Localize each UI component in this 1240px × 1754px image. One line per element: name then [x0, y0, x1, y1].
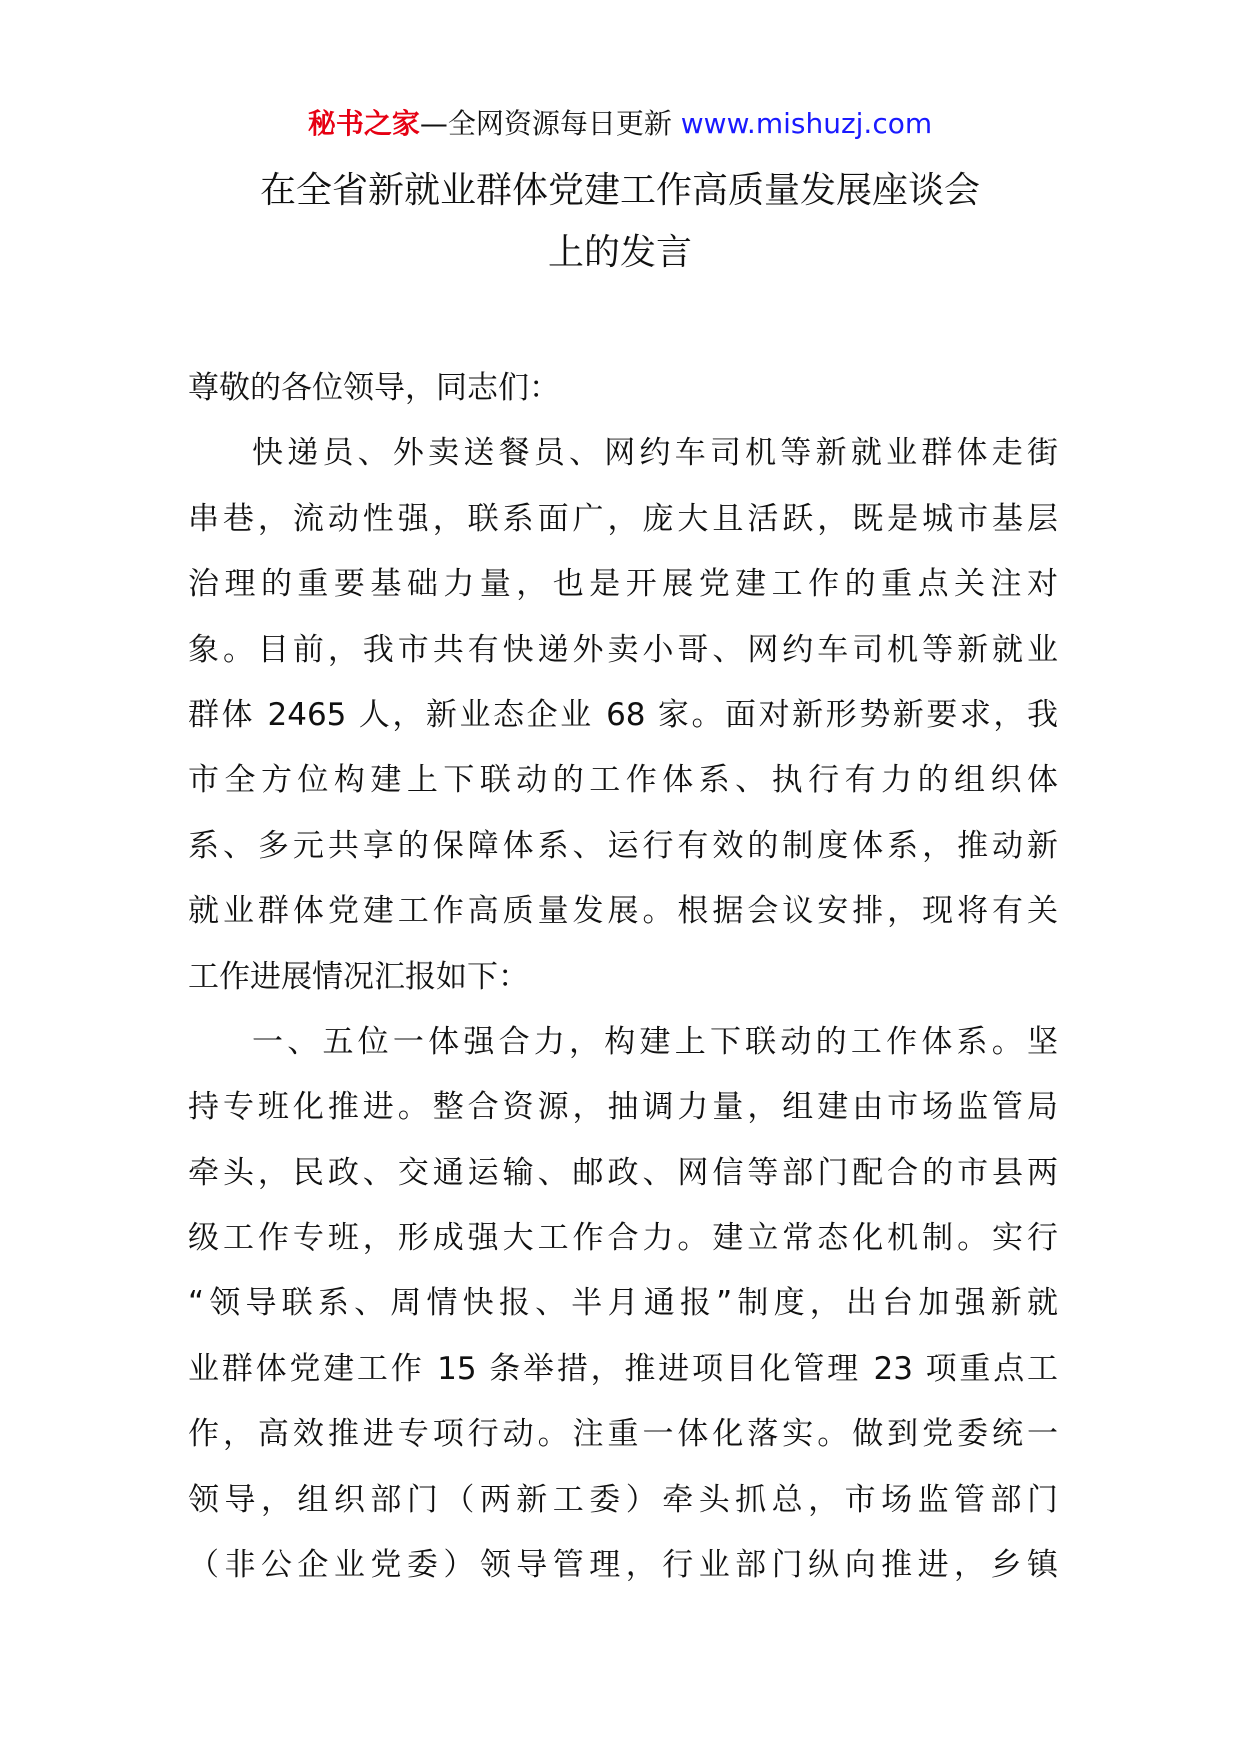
- body-line: 就业群体党建工作高质量发展。根据会议安排，现将有关: [188, 893, 1058, 930]
- body-line: 系、多元共享的保障体系、运行有效的制度体系，推动新: [188, 827, 1058, 864]
- document-body: [188, 356, 1058, 1598]
- body-line: 持专班化推进。整合资源，抽调力量，组建由市场监管局: [188, 1089, 1058, 1126]
- brand-name: 秘书之家: [307, 107, 420, 140]
- site-url-link[interactable]: www.mishuzj.com: [680, 107, 933, 140]
- body-line: 作，高效推进专项行动。注重一体化落实。做到党委统一: [188, 1416, 1058, 1453]
- body-line: 市全方位构建上下联动的工作体系、执行有力的组织体: [188, 762, 1058, 799]
- body-line: “领导联系、周情快报、半月通报”制度，出台加强新就: [188, 1285, 1058, 1322]
- body-line: 快递员、外卖送餐员、网约车司机等新就业群体走街: [252, 435, 1058, 472]
- body-line: 串巷，流动性强，联系面广，庞大且活跃，既是城市基层: [188, 500, 1058, 537]
- salutation: 尊敬的各位领导，同志们：: [188, 370, 560, 406]
- body-line: 牵头，民政、交通运输、邮政、网信等部门配合的市县两: [188, 1154, 1058, 1191]
- title-line-2: 上的发言: [547, 232, 692, 273]
- section-heading-line: 一、五位一体强合力，构建上下联动的工作体系。坚: [252, 1023, 1058, 1060]
- site-header: [0, 104, 1240, 144]
- body-line: 群体 2465 人，新业态企业 68 家。面对新形势新要求，我: [188, 696, 1058, 733]
- body-line: 领导，组织部门（两新工委）牵头抓总，市场监管部门: [188, 1481, 1058, 1518]
- body-line: 治理的重要基础力量，也是开展党建工作的重点关注对: [188, 566, 1058, 603]
- title-line-1: 在全省新就业群体党建工作高质量发展座谈会: [259, 170, 980, 211]
- body-line: 象。目前，我市共有快递外卖小哥、网约车司机等新就业: [188, 631, 1058, 668]
- document-title: [150, 160, 1090, 284]
- body-line: 工作进展情况汇报如下：: [188, 958, 529, 995]
- body-line: （非公企业党委）领导管理，行业部门纵向推进，乡镇: [188, 1547, 1058, 1584]
- header-tagline: —全网资源每日更新: [419, 107, 681, 140]
- body-line: 业群体党建工作 15 条举措，推进项目化管理 23 项重点工: [188, 1350, 1058, 1387]
- body-line: 级工作专班，形成强大工作合力。建立常态化机制。实行: [188, 1220, 1058, 1257]
